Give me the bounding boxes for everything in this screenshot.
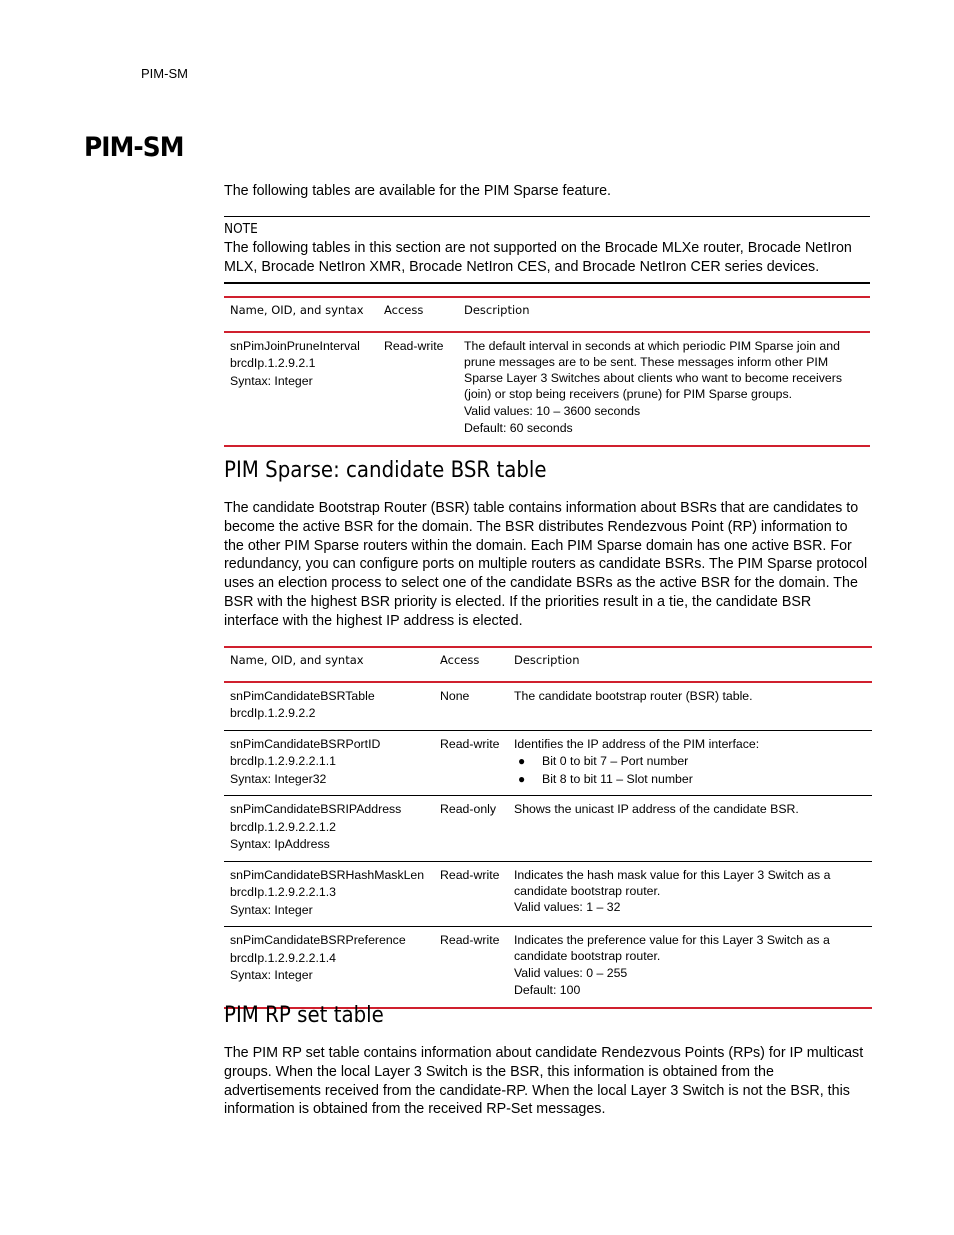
access-cell: Read-write (434, 861, 508, 927)
access-cell: Read-write (378, 332, 458, 446)
object-oid: brcdIp.1.2.9.2.2 (230, 706, 316, 720)
description-text: Identifies the IP address of the PIM interface: (514, 736, 760, 751)
candidate-bsr-table (224, 646, 872, 1009)
column-header-access: Access (378, 297, 458, 332)
object-oid: brcdIp.1.2.9.2.2.1.1 (230, 754, 336, 768)
bullet-list (514, 753, 866, 788)
bullet-icon: ● (518, 771, 526, 786)
column-header-description: Description (458, 297, 870, 332)
description-text: Indicates the preference value for this Layer 3 Switch as a candidate bootstrap router. (514, 933, 830, 964)
object-name: snPimCandidateBSRPortID (230, 736, 381, 751)
name-cell (224, 927, 434, 1008)
table-row (224, 332, 870, 446)
name-cell (224, 332, 378, 446)
column-header-description: Description (508, 647, 872, 682)
rp-set-paragraph: The PIM RP set table contains information about candidate Rendezvous Points (RPs) for IP multicast groups. When the local Layer 3 Switch is the BSR, this information is obtained from the advertisements received from the candidate-RP. When the local Layer 3 Switch is not the BSR, this information is obtained from the received RP-Set messages. (224, 1045, 864, 1118)
table-header-row (224, 647, 872, 682)
column-header-name: Name, OID, and syntax (224, 297, 378, 332)
running-header: PIM-SM (141, 66, 188, 81)
list-item-text: Bit 8 to bit 11 – Slot number (542, 771, 693, 786)
object-name: snPimJoinPruneInterval (230, 338, 360, 353)
description-text: Indicates the hash mask value for this Layer 3 Switch as a candidate bootstrap router. (514, 867, 831, 898)
access-cell: Read-write (434, 927, 508, 1008)
bsr-paragraph: The candidate Bootstrap Router (BSR) table contains information about BSRs that are candidates to become the active BSR for the domain. The BSR distributes Rendezvous Point (RP) information to the other PIM Sparse routers within the domain. Each PIM Sparse domain has one active BSR. For redundancy, you can configure ports on multiple routers as candidate BSRs. The PIM Sparse protocol uses an election process to select one of the candidate BSRs as the active BSR for the domain. The BSR with the highest BSR priority is elected. If the priorities result in a tie, the candidate BSR interface with the highest IP address is elected. (224, 500, 868, 629)
object-syntax: Syntax: Integer (230, 902, 313, 917)
description-cell: Shows the unicast IP address of the candidate BSR. (508, 796, 872, 862)
description-text: The default interval in seconds at which periodic PIM Sparse join and prune messages are to be sent. These messages inform other PIM Sparse Layer 3 Switches about clients who want to become receivers (join) or stop being receivers (prune) for PIM Sparse groups. (464, 338, 842, 402)
object-name: snPimCandidateBSRPreference (230, 933, 406, 947)
object-syntax: Syntax: Integer (230, 968, 313, 982)
object-syntax: Syntax: Integer (230, 373, 313, 388)
access-cell: Read-only (434, 796, 508, 862)
section-heading-candidate-bsr: PIM Sparse: candidate BSR table (224, 458, 547, 483)
list-item (514, 753, 866, 771)
object-name: snPimCandidateBSRHashMaskLen (230, 867, 425, 882)
object-name: snPimCandidateBSRTable (230, 688, 375, 703)
list-item-text: Bit 0 to bit 7 – Port number (542, 754, 689, 768)
name-cell (224, 861, 434, 927)
list-item (514, 771, 866, 789)
column-header-access: Access (434, 647, 508, 682)
description-cell (508, 927, 872, 1008)
description-cell (508, 861, 872, 927)
valid-values: Valid values: 1 – 32 (514, 900, 621, 915)
table-row (224, 796, 872, 862)
name-cell (224, 730, 434, 796)
intro-paragraph: The following tables are available for the PIM Sparse feature. (224, 183, 612, 199)
column-header-name: Name, OID, and syntax (224, 647, 434, 682)
note-box (224, 216, 870, 284)
object-oid: brcdIp.1.2.9.2.2.1.3 (230, 885, 336, 899)
name-cell (224, 682, 434, 731)
description-cell (508, 730, 872, 796)
name-cell (224, 796, 434, 862)
access-cell: None (434, 682, 508, 731)
default-value: Default: 100 (514, 983, 581, 998)
table-row (224, 861, 872, 927)
valid-values: Valid values: 0 – 255 (514, 965, 628, 980)
table-header-row (224, 297, 870, 332)
object-oid: brcdIp.1.2.9.2.2.1.2 (230, 819, 336, 834)
object-oid: brcdIp.1.2.9.2.2.1.4 (230, 950, 336, 965)
join-prune-table (224, 296, 870, 447)
note-text: The following tables in this section are not supported on the Brocade MLXe router, Brocade NetIron MLX, Brocade NetIron XMR, Brocade NetIron CES, and Brocade NetIron CER series devices. (224, 240, 852, 275)
table-row (224, 730, 872, 796)
page-title: PIM-SM (84, 132, 184, 163)
section-heading-rp-set: PIM RP set table (224, 1003, 384, 1028)
object-syntax: Syntax: Integer32 (230, 771, 327, 786)
bullet-icon: ● (518, 754, 526, 768)
valid-values: Valid values: 10 – 3600 seconds (464, 403, 641, 418)
object-name: snPimCandidateBSRIPAddress (230, 802, 402, 816)
object-syntax: Syntax: IpAddress (230, 837, 330, 851)
object-oid: brcdIp.1.2.9.2.1 (230, 356, 316, 370)
table-row (224, 682, 872, 731)
description-cell (458, 332, 870, 446)
note-label: NOTE (224, 221, 258, 237)
access-cell: Read-write (434, 730, 508, 796)
default-value: Default: 60 seconds (464, 421, 573, 436)
table-row (224, 927, 872, 1008)
description-cell: The candidate bootstrap router (BSR) table. (508, 682, 872, 731)
